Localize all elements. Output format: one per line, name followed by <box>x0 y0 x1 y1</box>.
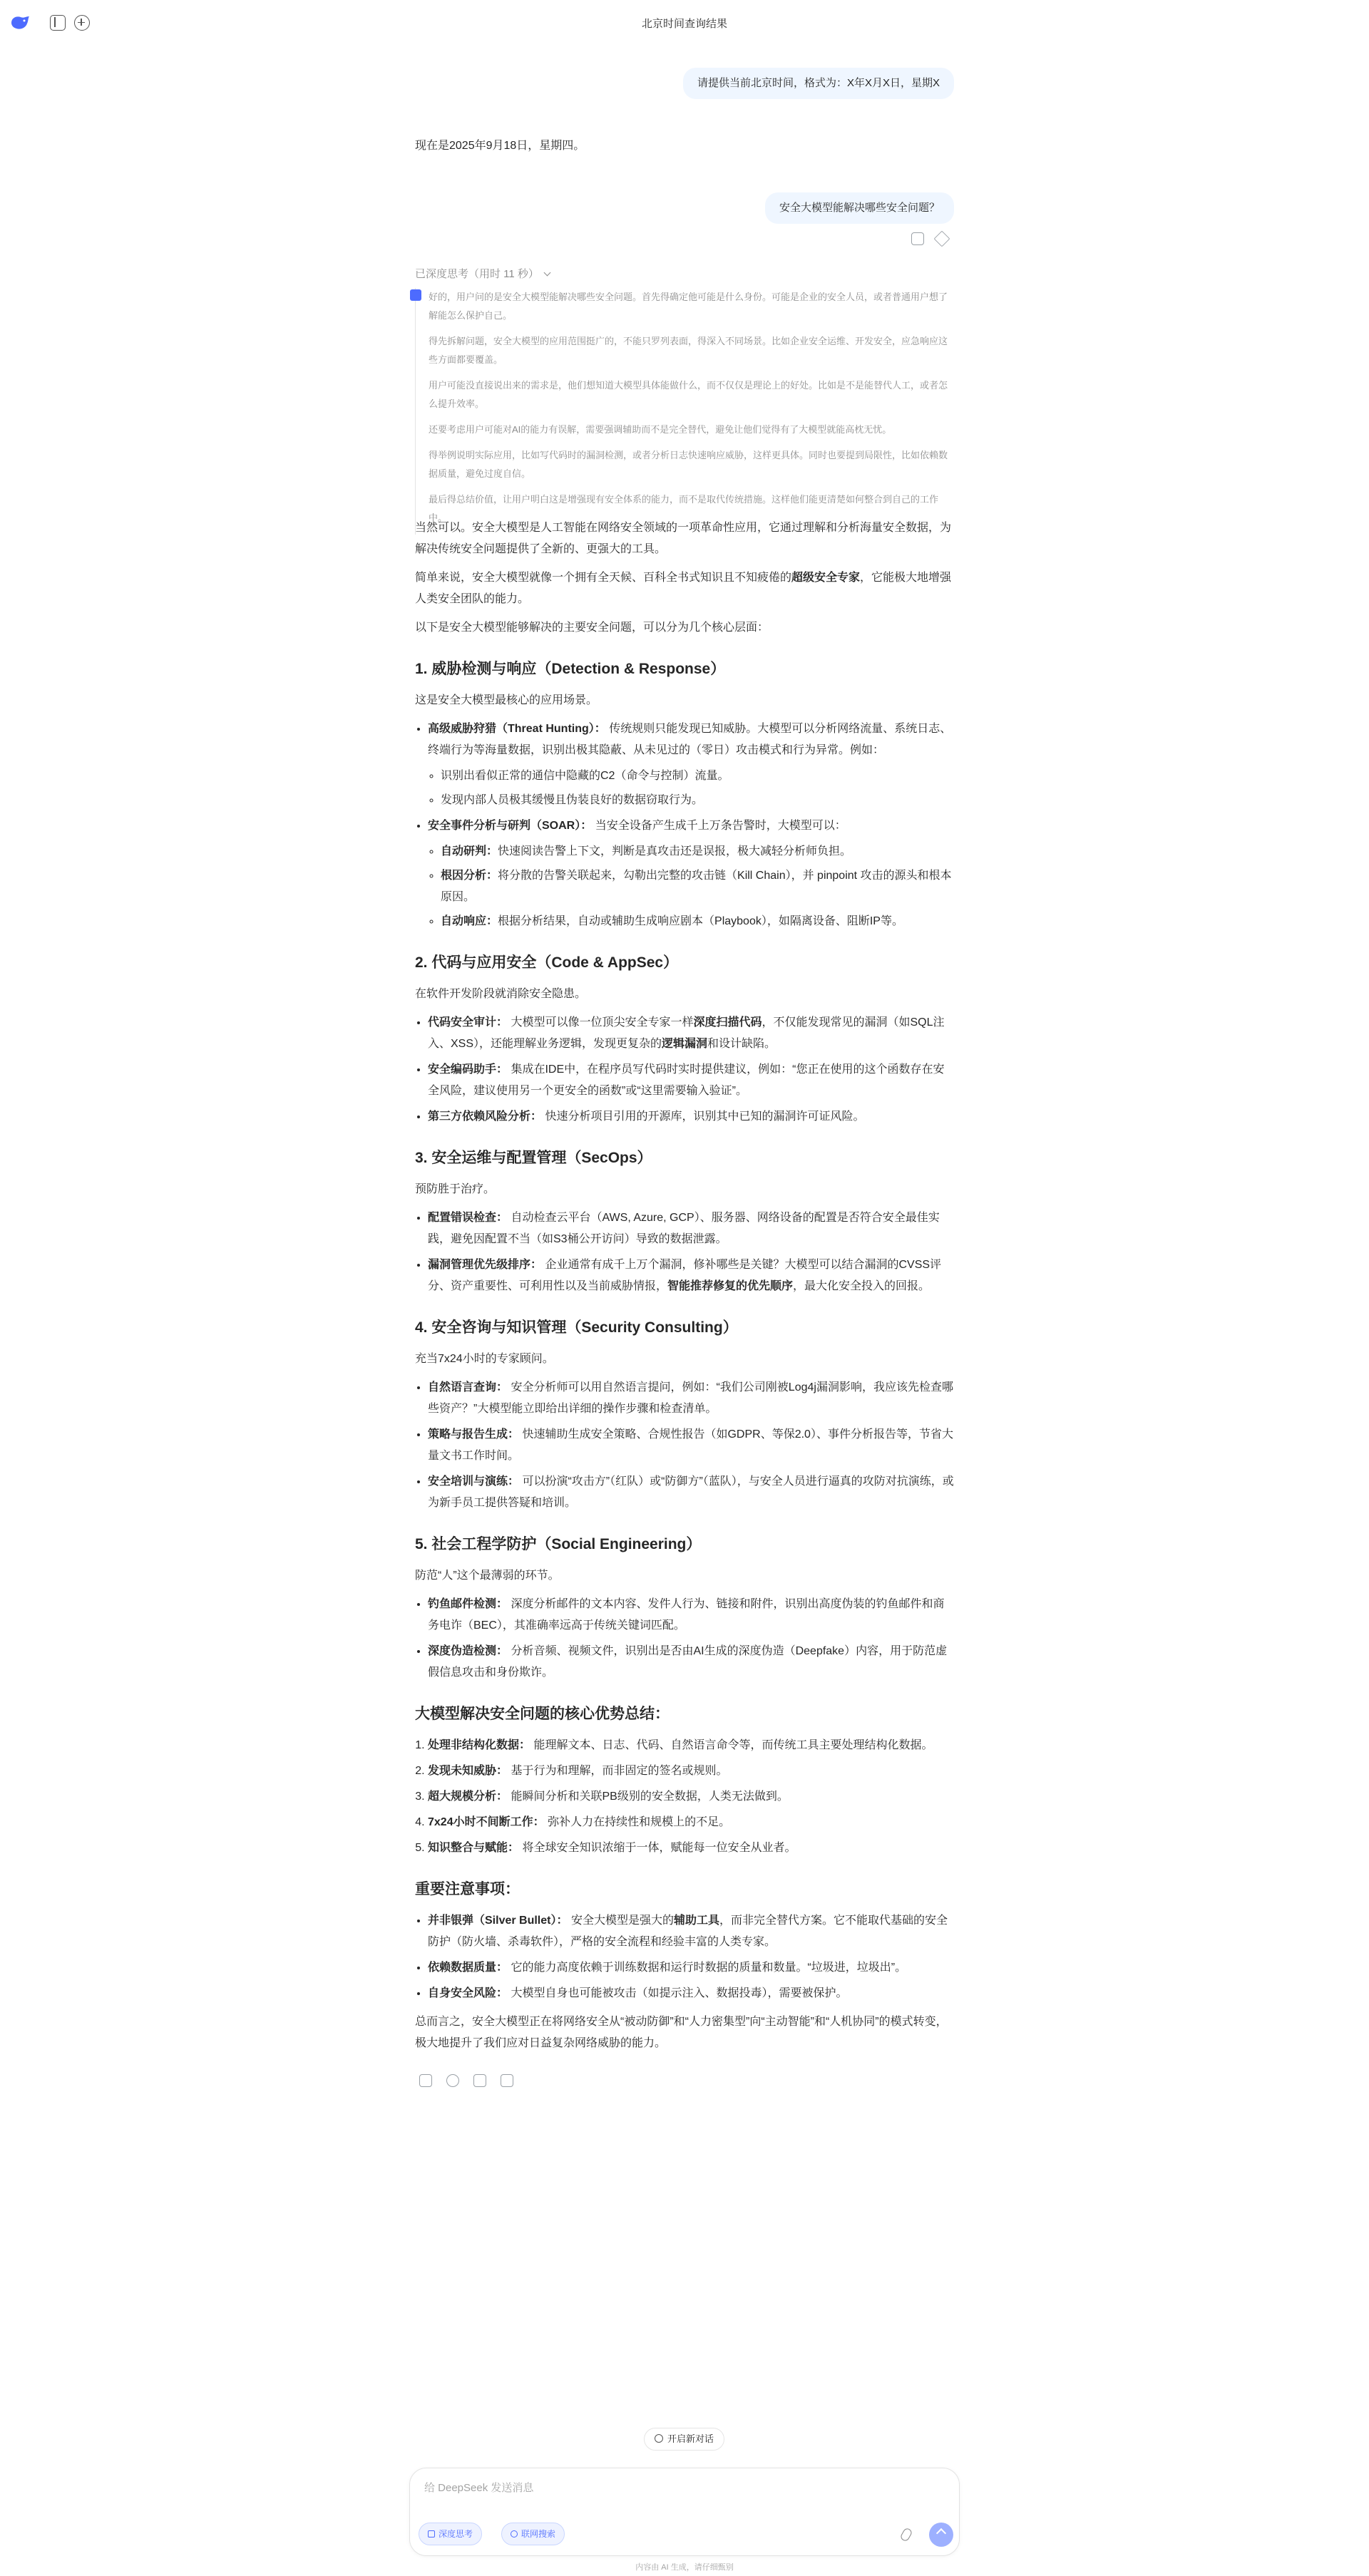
list-item: • 自然语言查询： 安全分析师可以用自然语言提问，例如：“我们公司刚被Log4j漏洞影响，我应该先检查哪些资产？”大模型能立即给出详细的操作步骤和检查清单。 <box>428 1377 954 1420</box>
section-list <box>415 1207 954 1297</box>
list-item: • 策略与报告生成： 快速辅助生成安全策略、合规性报告（如GDPR、等保2.0）、事件分析报告等，节省大量文书工作时间。 <box>428 1424 954 1467</box>
thumbs-down-icon[interactable] <box>501 2074 513 2087</box>
thumbs-up-icon[interactable] <box>473 2074 486 2087</box>
list-item: 2. 发现未知威胁： 基于行为和理解，而非固定的签名或规则。 <box>428 1761 954 1782</box>
new-chat-button[interactable] <box>644 2428 724 2451</box>
user-message: 请提供当前北京时间，格式为：X年X月X日，星期X <box>683 68 954 99</box>
send-button[interactable] <box>929 2523 953 2547</box>
sub-list <box>428 841 954 932</box>
section-description: 充当7x24小时的专家顾问。 <box>415 1353 554 1365</box>
list-item: • 配置错误检查： 自动检查云平台（AWS, Azure, GCP）、服务器、网络设备的配置是否符合安全最佳实践，避免因配置不当（如S3桶公开访问）导致的数据泄露。 <box>428 1207 954 1250</box>
regenerate-icon[interactable] <box>446 2074 459 2087</box>
answer-paragraph: 简单来说，安全大模型就像一个拥有全天候、百科全书式知识且不知疲倦的超级安全专家，它能极大地增强人类安全团队的能力。 <box>415 572 952 605</box>
list-item: • 高级威胁狩猎（Threat Hunting）： 传统规则只能发现已知威胁。大模型可以分析网络流量、系统日志、终端行为等海量数据，识别出极其隐蔽、从未见过的（零日）攻击模式和行为异常。例如： ◦ 识别出看似正常的通信中隐藏的C2（命令与控制）流量。 ◦ 发现内部人员极其缓慢且伪装良好的数据窃取行为。 <box>428 718 954 811</box>
list-item: • 深度伪造检测： 分析音频、视频文件，识别出是否由AI生成的深度伪造（Deepfake）内容，用于防范虚假信息攻击和身份欺诈。 <box>428 1641 954 1684</box>
deep-think-icon <box>428 2530 435 2538</box>
user-message: 安全大模型能解决哪些安全问题？ <box>765 192 954 224</box>
web-search-toggle[interactable] <box>501 2523 565 2545</box>
list-item: 5. 知识整合与赋能： 将全球安全知识浓缩于一体，赋能每一位安全从业者。 <box>428 1838 954 1859</box>
thinking-toggle[interactable] <box>415 264 550 285</box>
edit-icon[interactable] <box>934 231 950 247</box>
deepseek-mark-icon <box>410 289 421 301</box>
section-list <box>415 1594 954 1684</box>
list-item: • 钓鱼邮件检测： 深度分析邮件的文本内容、发件人行为、链接和附件，识别出高度伪装的钓鱼邮件和商务电诈（BEC），其准确率远高于传统关键词匹配。 <box>428 1594 954 1637</box>
section-description: 预防胜于治疗。 <box>415 1183 496 1195</box>
thinking-paragraph: 最后得总结价值，让用户明白这是增强现有安全体系的能力，而不是取代传统措施。这样他们能更清楚如何整合到自己的工作中。 <box>429 494 939 523</box>
section-list <box>415 1377 954 1514</box>
top-bar <box>0 0 1369 46</box>
list-item: 4. 7x24小时不间断工作： 弥补人力在持续性和规模上的不足。 <box>428 1812 954 1833</box>
section-description: 这是安全大模型最核心的应用场景。 <box>415 694 598 706</box>
answer-paragraph: 当然可以。安全大模型是人工智能在网络安全领域的一项革命性应用，它通过理解和分析海量安全数据，为解决传统安全问题提供了全新的、更强大的工具。 <box>415 522 952 555</box>
section-heading: 1. 威胁检测与响应（Detection & Response） <box>415 661 726 677</box>
conversation-title: 北京时间查询结果 <box>641 18 727 30</box>
message-composer <box>409 2468 960 2556</box>
list-item: • 第三方依赖风险分析： 快速分析项目引用的开源库，识别其中已知的漏洞许可证风险。 <box>428 1106 954 1128</box>
list-item: • 依赖数据质量： 它的能力高度依赖于训练数据和运行时数据的质量和数量。“垃圾进，垃圾出”。 <box>428 1957 954 1979</box>
attachment-icon[interactable] <box>899 2527 913 2542</box>
thinking-header-label: 已深度思考（用时 11 秒） <box>415 268 539 280</box>
list-item: • 代码安全审计： 大模型可以像一位顶尖安全专家一样深度扫描代码，不仅能发现常见的漏洞（如SQL注入、XSS），还能理解业务逻辑，发现更复杂的逻辑漏洞和设计缺陷。 <box>428 1012 954 1055</box>
list-item: • 安全编码助手： 集成在IDE中，在程序员写代码时实时提供建议，例如：“您正在使用的这个函数存在安全风险，建议使用另一个更安全的函数”或“这里需要输入验证”。 <box>428 1059 954 1102</box>
list-item: • 漏洞管理优先级排序： 企业通常有成千上万个漏洞，修补哪些是关键？大模型可以结合漏洞的CVSS评分、资产重要性、可利用性以及当前威胁情报，智能推荐修复的优先顺序，最大化安全投入的回报。 <box>428 1254 954 1297</box>
answer-conclusion: 总而言之，安全大模型正在将网络安全从“被动防御”和“人力密集型”向“主动智能”和“人机协同”的模式转变，极大地提升了我们应对日益复杂网络威胁的能力。 <box>415 2016 948 2049</box>
answer-paragraph: 以下是安全大模型能够解决的主要安全问题，可以分为几个核心层面： <box>415 622 769 634</box>
copy-icon[interactable] <box>911 232 924 245</box>
list-item: ◦ 自动响应：根据分析结果，自动或辅助生成响应剧本（Playbook），如隔离设备、阻断IP等。 <box>441 911 954 932</box>
section-description: 防范“人”这个最薄弱的环节。 <box>415 1570 560 1582</box>
list-item: 3. 超大规模分析： 能瞬间分析和关联PB级别的安全数据，人类无法做到。 <box>428 1786 954 1808</box>
new-chat-icon <box>655 2434 663 2443</box>
user-message-actions <box>911 232 948 245</box>
list-item: • 安全事件分析与研判（SOAR）： 当安全设备产生成千上万条告警时，大模型可以： ◦ 自动研判：快速阅读告警上下文，判断是真攻击还是误报，极大减轻分析师负担。 ◦ 根因分析：将分散的告警关联起来，勾勒出完整的攻击链（Kill Chain），并 pinpoint 攻击的源头和根本原因。 ◦ 自动响应：根据分析结果，自动或辅助生成响应剧本（Playbook），如隔离设备、阻断IP等。 <box>428 815 954 932</box>
section-heading: 大模型解决安全问题的核心优势总结： <box>415 1706 670 1722</box>
section-list <box>415 718 954 932</box>
thinking-content <box>415 288 954 535</box>
list-item: • 并非银弹（Silver Bullet）： 安全大模型是强大的辅助工具，而非完全替代方案。它不能取代基础的安全防护（防火墙、杀毒软件），严格的安全流程和经验丰富的人类专家。 <box>428 1910 954 1953</box>
list-item: ◦ 根因分析：将分散的告警关联起来，勾勒出完整的攻击链（Kill Chain），并 pinpoint 攻击的源头和根本原因。 <box>441 865 954 908</box>
section-list <box>415 1012 954 1128</box>
thinking-paragraph: 还要考虑用户可能对AI的能力有误解，需要强调辅助而不是完全替代，避免让他们觉得有了大模型就能高枕无忧。 <box>429 424 892 435</box>
thinking-paragraph: 用户可能没直接说出来的需求是，他们想知道大模型具体能做什么，而不仅仅是理论上的好处。比如是不是能替代人工，或者怎么提升效率。 <box>429 380 948 409</box>
list-item: • 安全培训与演练： 可以扮演“攻击方”（红队）或“防御方”（蓝队），与安全人员进行逼真的攻防对抗演练，或为新手员工提供答疑和培训。 <box>428 1471 954 1514</box>
answer-actions <box>419 2074 513 2087</box>
ai-disclaimer: 内容由 AI 生成，请仔细甄别 <box>635 2563 734 2572</box>
deep-think-toggle[interactable] <box>419 2523 482 2545</box>
section-heading: 3. 安全运维与配置管理（SecOps） <box>415 1150 652 1166</box>
copy-icon[interactable] <box>419 2074 432 2087</box>
assistant-message: 现在是2025年9月18日，星期四。 <box>415 140 585 152</box>
list-item: ◦ 发现内部人员极其缓慢且伪装良好的数据窃取行为。 <box>441 790 954 811</box>
section-description: 在软件开发阶段就消除安全隐患。 <box>415 988 587 1000</box>
section-heading: 2. 代码与应用安全（Code & AppSec） <box>415 954 679 971</box>
sub-list <box>428 766 954 811</box>
list-item: 1. 处理非结构化数据： 能理解文本、日志、代码、自然语言命令等，而传统工具主要处理结构化数据。 <box>428 1735 954 1756</box>
section-heading: 重要注意事项： <box>415 1881 520 1897</box>
thinking-paragraph: 得举例说明实际应用，比如写代码时的漏洞检测，或者分析日志快速响应威胁，这样更具体。同时也要提到局限性，比如依赖数据质量，避免过度自信。 <box>429 450 948 479</box>
assistant-answer <box>415 517 954 2061</box>
list-item: ◦ 识别出看似正常的通信中隐藏的C2（命令与控制）流量。 <box>441 766 954 787</box>
new-chat-label: 开启新对话 <box>667 2433 714 2444</box>
chevron-down-icon <box>543 269 550 277</box>
deep-think-label: 深度思考 <box>439 2529 473 2539</box>
summary-list <box>415 1735 954 1859</box>
notes-list <box>415 1910 954 2004</box>
message-input[interactable] <box>424 2480 938 2508</box>
section-heading: 4. 安全咨询与知识管理（Security Consulting） <box>415 1319 738 1336</box>
globe-icon <box>511 2530 518 2538</box>
thinking-paragraph: 好的，用户问的是安全大模型能解决哪些安全问题。首先得确定他可能是什么身份。可能是企业的安全人员，或者普通用户想了解能怎么保护自己。 <box>429 292 948 321</box>
web-search-label: 联网搜索 <box>521 2529 556 2539</box>
list-item: • 自身安全风险： 大模型自身也可能被攻击（如提示注入、数据投毒），需要被保护。 <box>428 1983 954 2004</box>
thinking-paragraph: 得先拆解问题，安全大模型的应用范围挺广的，不能只罗列表面，得深入不同场景。比如企业安全运维、开发安全，应急响应这些方面都要覆盖。 <box>429 336 948 365</box>
list-item: ◦ 自动研判：快速阅读告警上下文，判断是真攻击还是误报，极大减轻分析师负担。 <box>441 841 954 862</box>
section-heading: 5. 社会工程学防护（Social Engineering） <box>415 1536 702 1552</box>
